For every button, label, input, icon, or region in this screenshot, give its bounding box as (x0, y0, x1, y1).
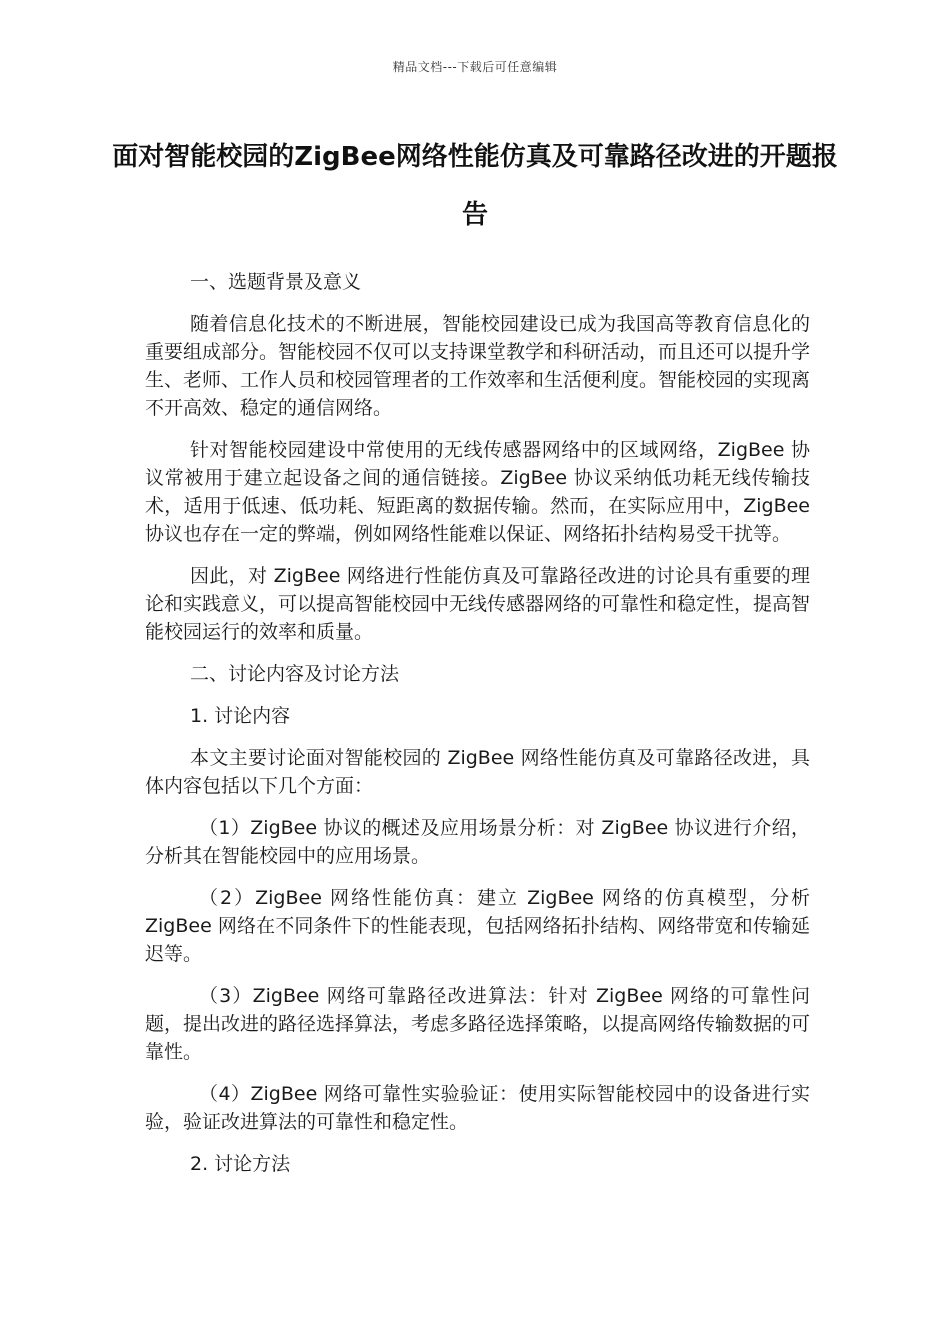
paragraph-content-intro: 本文主要讨论面对智能校园的 ZigBee 网络性能仿真及可靠路径改进，具体内容包括以下几个方面： (145, 747, 810, 797)
document-title: 面对智能校园的ZigBee网络性能仿真及可靠路径改进的开题报告 (112, 142, 838, 230)
list-item-3: （3）ZigBee 网络可靠路径改进算法：针对 ZigBee 网络的可靠性问题，提出改进的路径选择算法，考虑多路径选择策略，以提高网络传输数据的可靠性。 (145, 985, 811, 1063)
paragraph-significance: 因此，对 ZigBee 网络进行性能仿真及可靠路径改进的讨论具有重要的理论和实践意义，可以提高智能校园中无线传感器网络的可靠性和稳定性，提高智能校园运行的效率和质量。 (145, 565, 811, 643)
document-body (145, 268, 810, 1192)
section-1-heading: 一、选题背景及意义 (190, 271, 362, 293)
list-item-2: （2）ZigBee 网络性能仿真：建立 ZigBee 网络的仿真模型，分析 ZigBee 网络在不同条件下的性能表现，包括网络拓扑结构、网络带宽和传输延迟等。 (145, 887, 810, 965)
header-note: 精品文档---下载后可任意编辑 (392, 60, 558, 74)
subsection-content-heading: 1. 讨论内容 (190, 705, 291, 727)
subsection-method-heading: 2. 讨论方法 (190, 1153, 291, 1175)
section-2-heading: 二、讨论内容及讨论方法 (190, 663, 400, 685)
paragraph-background: 随着信息化技术的不断进展，智能校园建设已成为我国高等教育信息化的重要组成部分。智能校园不仅可以支持课堂教学和科研活动，而且还可以提升学生、老师、工作人员和校园管理者的工作效率和生活便利度。智能校园的实现离不开高效、稳定的通信网络。 (145, 313, 811, 419)
list-item-1: （1）ZigBee 协议的概述及应用场景分析：对 ZigBee 协议进行介绍，分析其在智能校园中的应用场景。 (145, 817, 810, 867)
list-item-4: （4）ZigBee 网络可靠性实验验证：使用实际智能校园中的设备进行实验，验证改进算法的可靠性和稳定性。 (145, 1083, 810, 1133)
paragraph-zigbee-intro: 针对智能校园建设中常使用的无线传感器网络中的区域网络，ZigBee 协议常被用于建立起设备之间的通信链接。ZigBee 协议采纳低功耗无线传输技术，适用于低速、低功耗、短距离的数据传输。然而，在实际应用中，ZigBee 协议也存在一定的弊端，例如网络性能难以保证、网络拓扑结构易受干扰等。 (145, 439, 810, 545)
